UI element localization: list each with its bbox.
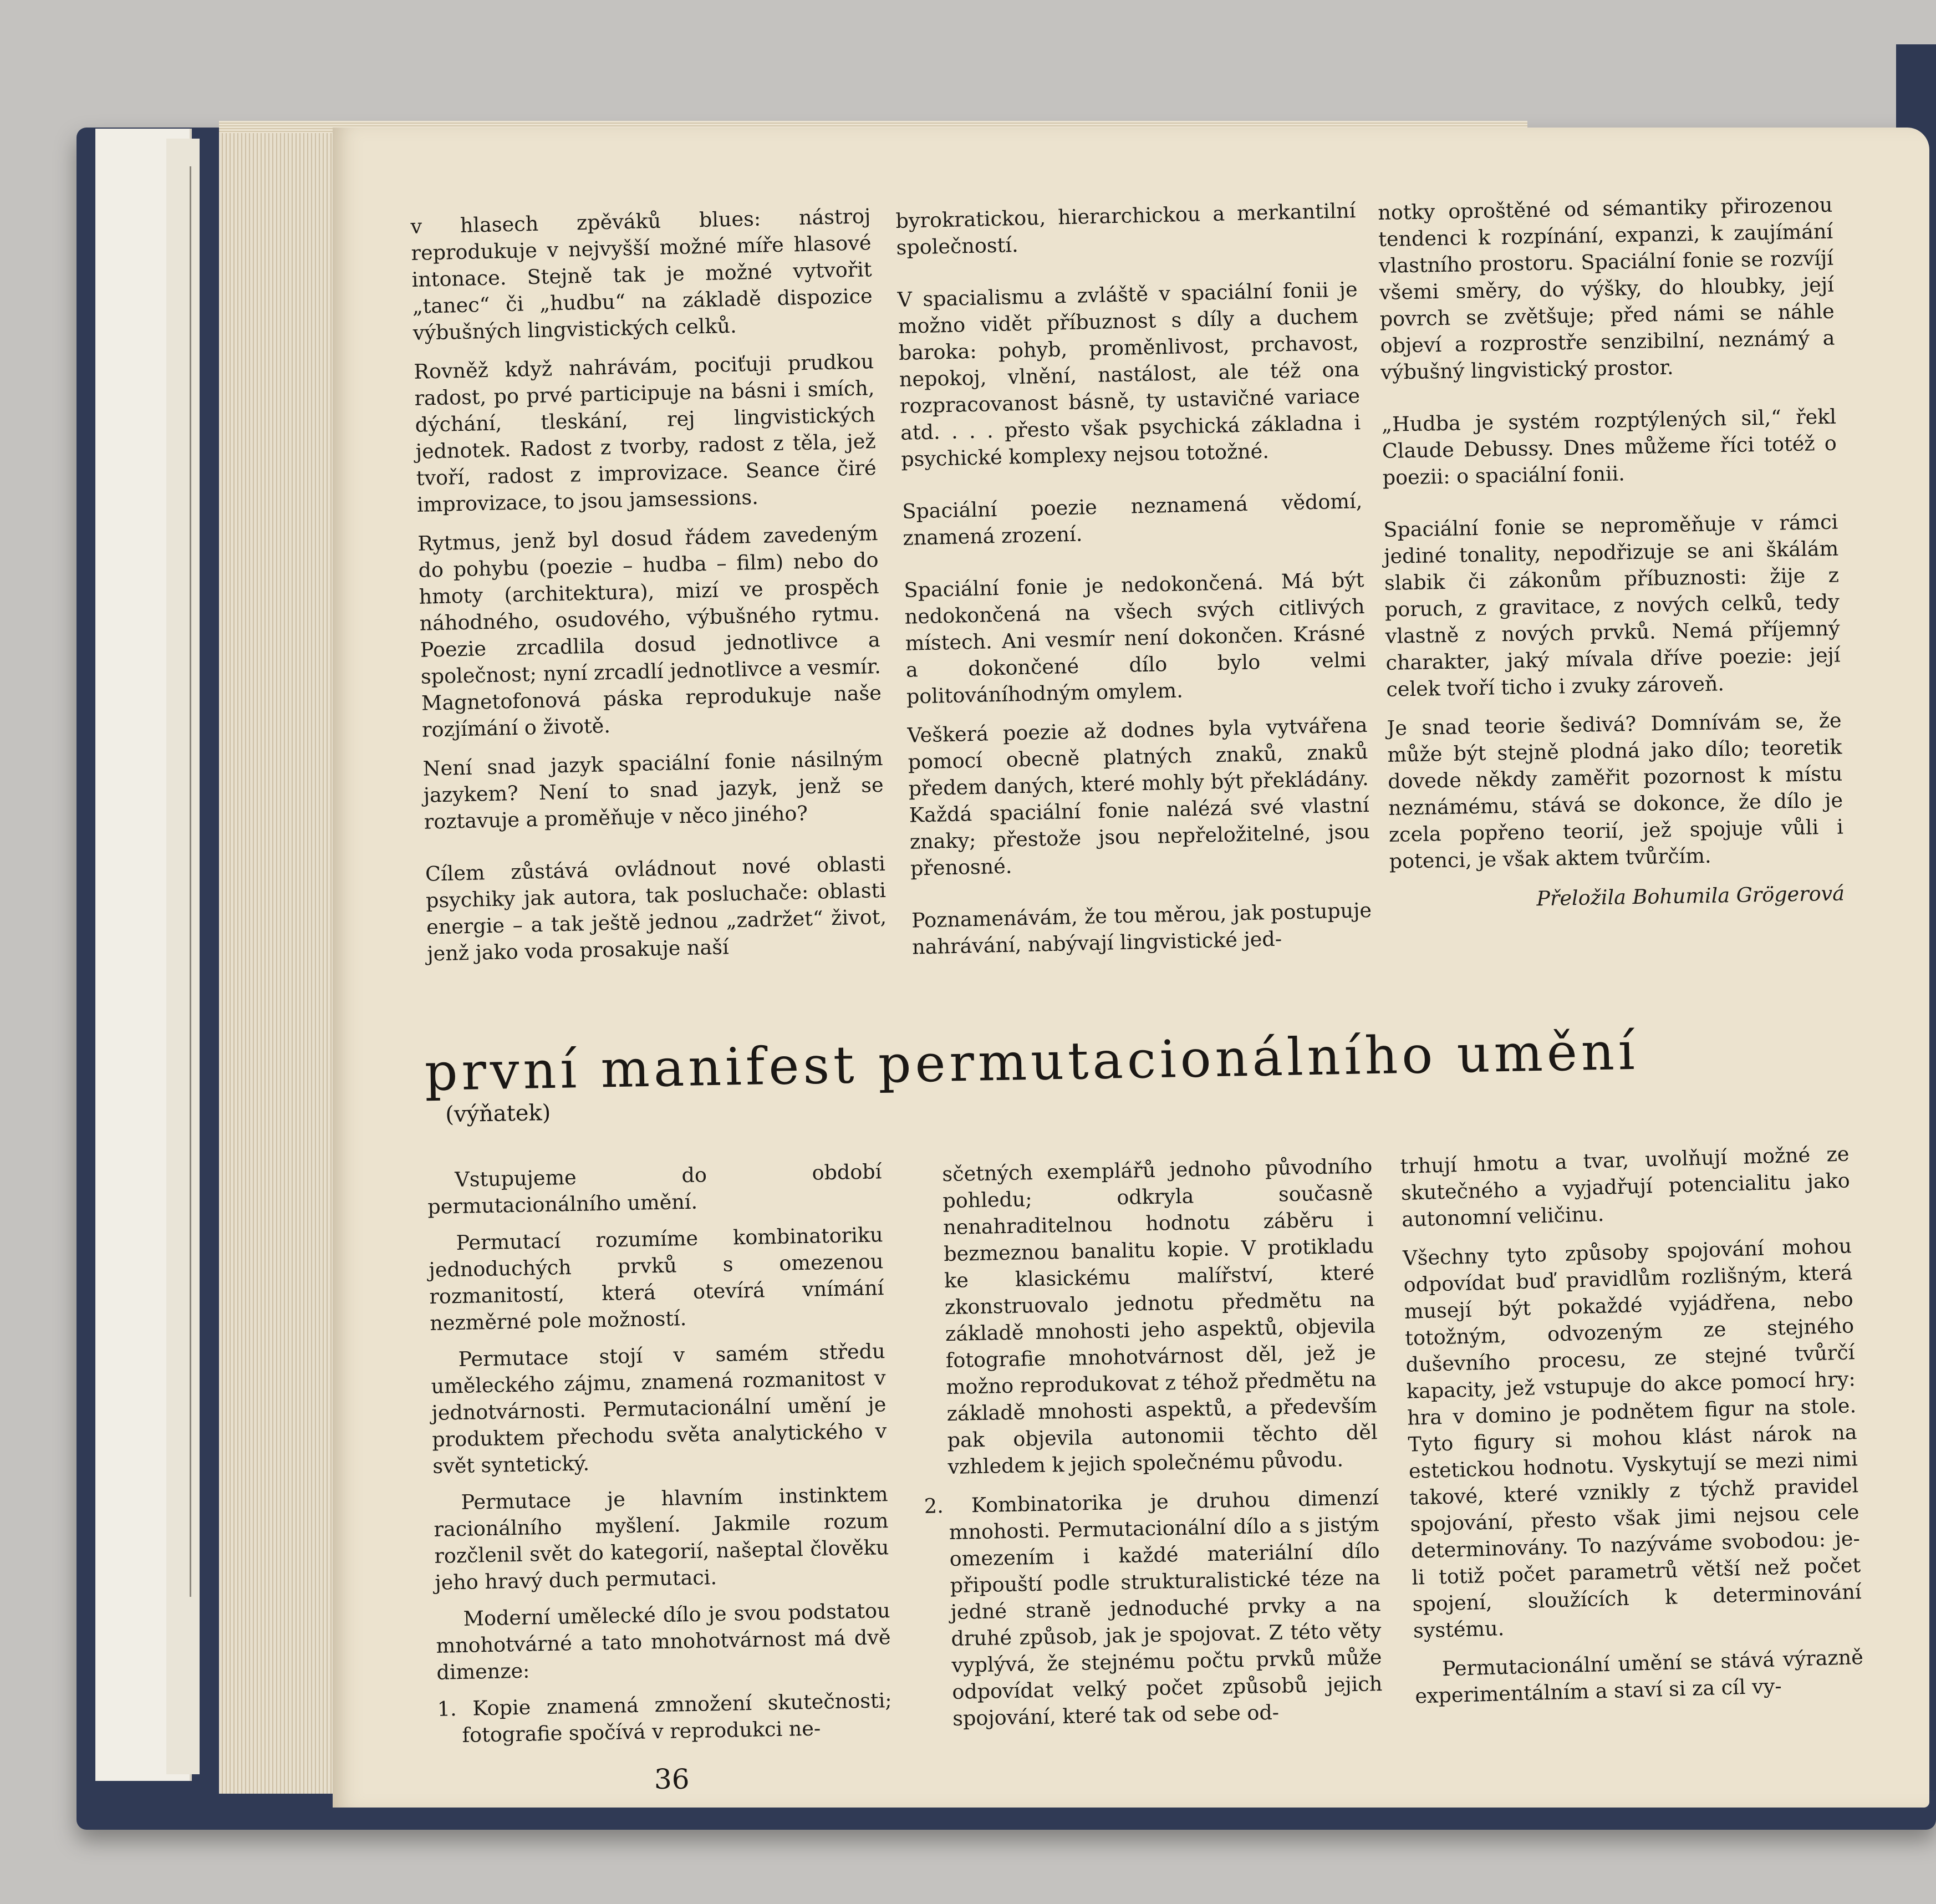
- page-stack-edge: [219, 125, 341, 1794]
- paragraph: Permutací rozumíme kombinatoriku jednoduchých prvků s omezenou rozmanitostí, která otevírá vnímání nezměrné pole možností.: [429, 1223, 884, 1335]
- paragraph: Rovněž když nahrávám, pociťuji prudkou radost, po prvé participuje na básni i smích, dýchání, tleskání, rej lingvistických jednotek. Radost z tvorby, radost z těla, jež tvoří, radost z improvizace. Seance čiré improvizace, to jsou jamsessions.: [413, 349, 877, 517]
- list-item: [437, 1687, 893, 1749]
- paragraph: Je snad teorie šedivá? Domnívám se, že může být stejně plodná jako dílo; teoretik dovede někdy zaměřit pozornost k místu neznámému, stává se dokonce, že dílo je zcela popřeno teorií, jež spojuje vůli i potenci, je však aktem tvůrčím.: [1387, 708, 1844, 873]
- paragraph: v hlasech zpěváků blues: nástroj reprodukuje v nejvyšší možné míře hlasové intonace. Stejně tak je možné vytvořit „tanec“ či „hudbu“ na základě dispozice výbušných lingvistických celků.: [410, 204, 873, 345]
- list-item: [924, 1484, 1383, 1733]
- article-column-2: [918, 1153, 1383, 1737]
- paragraph: Vstupujeme do období permutacionálního umění.: [427, 1159, 882, 1219]
- list-item-text: Kopie znamená zmnožení skutečnosti; fotografie spočívá v reprodukci ne-: [462, 1688, 893, 1747]
- top-column-3: [1378, 192, 1845, 927]
- paragraph: Spaciální poezie neznamená vědomí, znamená zrození.: [901, 489, 1363, 550]
- top-column-2: [895, 197, 1373, 973]
- paragraph: trhují hmotu a tvar, uvolňují možné ze skutečného a vyjadřují potencialitu jako autonomní veličinu.: [1400, 1142, 1851, 1231]
- paragraph: notky oproštěné od sémantiky přirozenou tendenci k rozpínání, expanzi, k zaujímání vlastního prostoru. Spaciální fonie se rozvíjí všemi směry, do výšky, do hloubky, její povrch se zvětšuje; před námi se náhle objeví a rozprostře senzibilní, neznámý a výbušný lingvistický prostor.: [1378, 192, 1835, 384]
- paragraph: „Hudba je systém rozptýlených sil,“ řekl Claude Debussy. Dnes můžeme říci totéž o poezii: o spaciální fonii.: [1381, 404, 1837, 490]
- list-marker: 1.: [437, 1697, 457, 1721]
- paragraph: Cílem zůstává ovládnout nové oblasti psychiky jak autora, tak posluchače: oblasti energie – a tak ještě jednou „zadržet“ život, jenž jako voda prosakuje naší: [425, 851, 887, 966]
- article-subtitle: (výňatek): [445, 1100, 551, 1128]
- translator-credit: Přeložila Bohumila Grögerová: [1536, 881, 1845, 911]
- top-column-1: [410, 203, 888, 979]
- article-title: první manifest permutacionálního umění: [424, 1021, 1639, 1102]
- paragraph: Permutace je hlavním instinktem racionálního myšlení. Jakmile rozum rozčlenil svět do kategorií, našeptal člověku jeho hravý duch permutaci.: [434, 1482, 889, 1595]
- paragraph: Poznamenávám, že tou měrou, jak postupuje nahrávání, nabývají lingvistické jed-: [911, 898, 1372, 959]
- left-page-rule: [190, 166, 191, 1597]
- paragraph: Všechny tyto způsoby spojování mohou odpovídat buď pravidlům rozlišným, která musejí být pokaždé vyjádřena, nebo totožným, odvozeným ze stejného duševního procesu, ze stejné tvůrčí kapacity, jež vstupuje do akce pomocí hry: hra v domino je podnětem figur na stole. Tyto figury si mohou klást nárok na estetickou hodnotu. Vyskytují se mezi nimi takové, které vznikly z týchž pravidel spojování, přesto však jimi nejsou cele determinovány. To nazýváme svobodou: je-li totiž počet parametrů větší než počet spojení, sloužících k determinování systému.: [1402, 1234, 1862, 1643]
- left-page-gutter: [166, 139, 200, 1774]
- article-column-1: [427, 1158, 893, 1754]
- paragraph: Permutacionální umění se stává výrazně experimentálním a staví si za cíl vy-: [1414, 1645, 1864, 1708]
- paragraph: Veškerá poezie až dodnes byla vytvářena pomocí obecně platných znaků, znaků předem daných, které mohly být překládány. Každá spaciální fonie nalézá své vlastní znaky; přestože jsou nepřeložitelné, jsou přenosné.: [907, 712, 1371, 880]
- paragraph: sčetných exemplářů jednoho původního pohledu; odkryla současně nenahraditelnou hodnotu záběru i bezmeznou banalitu kopie. V protikladu ke klasickému malířství, které zkonstruovalo jednotu předmětu na základě mnohosti jeho aspektů, objevila fotografie mnohotvárnost děl, jež je možno reprodukovat z téhož předmětu na základě mnohosti aspektů, a především pak objevila autonomii těchto děl vzhledem k jejich společnému původu.: [942, 1154, 1378, 1479]
- paragraph: Spaciální fonie se neproměňuje v rámci jediné tonality, nepodřizuje se ani škálám slabik či zákonům příbuznosti: žije z poruch, z gravitace, z nových celků, tedy vlastně z nových prvků. Nemá příjemný charakter, jaký mívala dříve poezie: její celek tvoří ticho i zvuky zároveň.: [1383, 510, 1841, 701]
- paragraph: Není snad jazyk spaciální fonie násilným jazykem? Není to snad jazyk, jenž se roztavuje a proměňuje v něco jiného?: [422, 746, 884, 834]
- paragraph: byrokratickou, hierarchickou a merkantilní společností.: [895, 198, 1356, 259]
- paragraph: Permutace stojí v samém středu uměleckého zájmu, znamená rozmanitost v jednotvárnosti. Permutacionální umění je produktem přechodu světa analytického v svět syntetický.: [431, 1339, 887, 1478]
- list-marker: 2.: [924, 1494, 944, 1518]
- paragraph: Spaciální fonie je nedokončená. Má být nedokončená na všech svých citlivých místech. Ani vesmír není dokončen. Krásné a dokončené dílo bylo velmi politováníhodným omylem.: [904, 567, 1367, 709]
- page-number: 36: [654, 1763, 690, 1795]
- paragraph: Rytmus, jenž byl dosud řádem zavedeným do pohybu (poezie – hudba – film) nebo do hmoty (architektura), mizí ve prospěch náhodného, osudového, výbušného rytmu. Poezie zrcadlila dosud jednotlivce a společnost; nyní zrcadlí jednotlivce a vesmír. Magnetofonová páska reprodukuje naše rozjímání o životě.: [417, 521, 882, 742]
- paragraph: V spacialismu a zvláště v spaciální fonii je možno vidět příbuznost s díly a duchem baroka: pohyb, proměnlivost, prchavost, nepokoj, vlnění, nastálost, ale též ona rozpracovanost básně, ty ustavičné variace atd. . . . přesto však psychická základna i psychické komplexy nejsou totožné.: [897, 277, 1361, 471]
- list-item-text: Kombinatorika je druhou dimenzí mnohosti. Permutacionální dílo a s jistým omezením i každé materiální dílo připouští podle strukturalistické téze na jedné straně jednoduché prvky a na druhé způsob, jak je spojovat. Z této věty vyplývá, že stejnému počtu prvků může odpovídat velký počet způsobů jejich spojování, které tak od sebe od-: [949, 1485, 1383, 1730]
- paragraph: Moderní umělecké dílo je svou podstatou mnohotvárné a tato mnohotvárnost má dvě dimenze:: [436, 1598, 891, 1684]
- article-column-3: [1400, 1141, 1864, 1719]
